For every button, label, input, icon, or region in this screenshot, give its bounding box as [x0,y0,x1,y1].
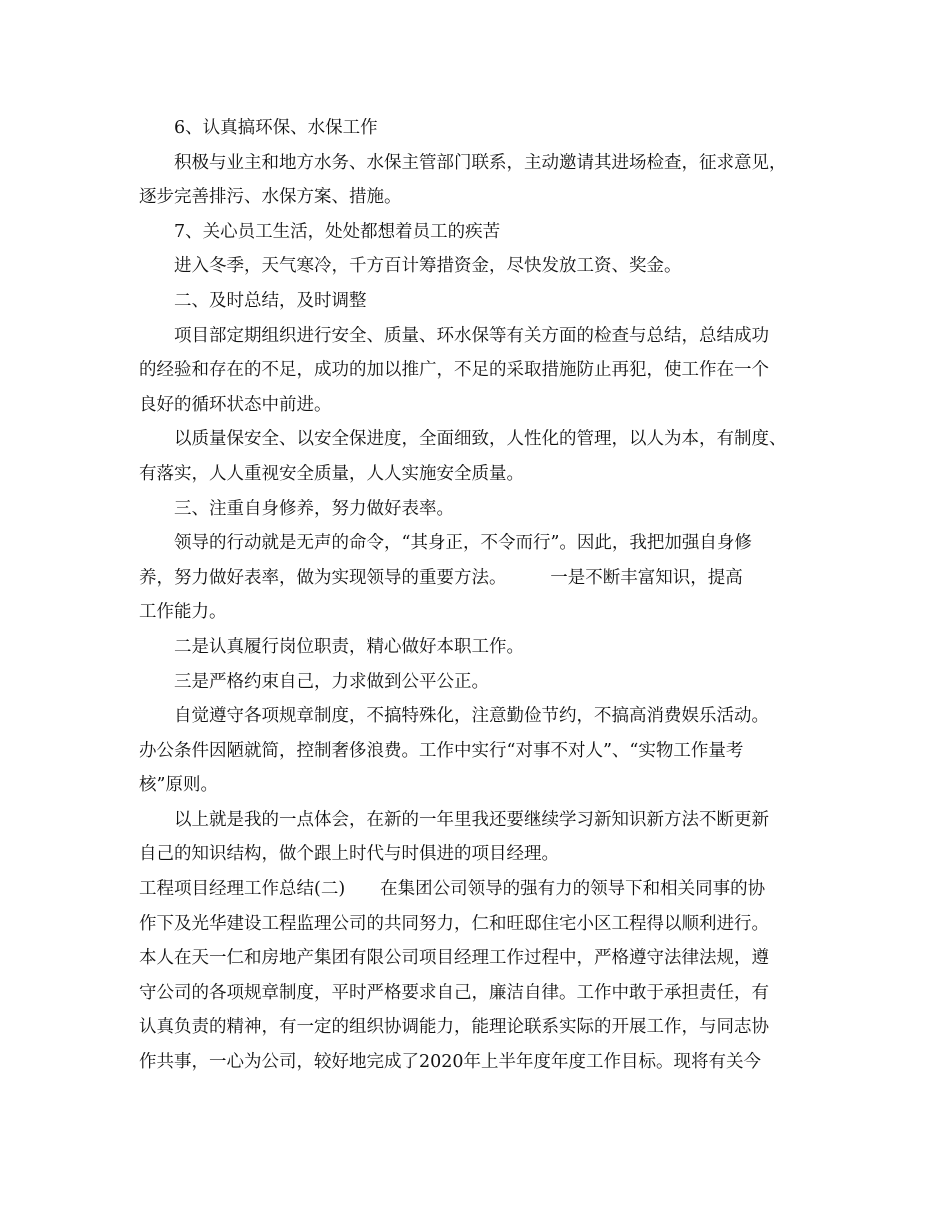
text-line: 二、及时总结，及时调整 [174,290,367,311]
text-line: 7、关心员工生活，处处都想着员工的疾苦 [174,221,501,242]
text-line: 逐步完善排污、水保方案、措施。 [139,187,402,208]
text-line: 自己的知识结构，做个跟上时代与时俱进的项目经理。 [139,844,559,865]
text-line: 6、认真搞环保、水保工作 [174,118,378,138]
text-line: 项目部定期组织进行安全、质量、环水保等有关方面的检查与总结，总结成功 [174,325,769,346]
document-body [139,111,829,1080]
text-line: 良好的循环状态中前进。 [139,394,332,415]
text-line: 作下及光华建设工程监理公司的共同努力，仁和旺邸住宅小区工程得以顺利进行。 [139,913,769,934]
text-line: 认真负责的精神，有一定的组织协调能力，能理论联系实际的开展工作，与同志协 [139,1017,769,1038]
text-line: 办公条件因陋就简，控制奢侈浪费。工作中实行“对事不对人”、“实物工作量考 [139,740,744,761]
text-line: 作共事，一心为公司，较好地完成了2020年上半年度年度工作目标。现将有关今 [139,1052,762,1073]
text-line: 工作能力。 [139,602,227,623]
text-line: 核”原则。 [139,775,218,796]
text-line: 的经验和存在的不足，成功的加以推广，不足的采取措施防止再犯，使工作在一个 [139,360,769,381]
text-line: 三是严格约束自己，力求做到公平公正。 [174,671,489,692]
text-line: 以上就是我的一点体会，在新的一年里我还要继续学习新知识新方法不断更新 [174,809,769,830]
text-line: 进入冬季，天气寒冷，千方百计筹措资金，尽快发放工资、奖金。 [174,256,682,277]
text-line: 工程项目经理工作总结(二) 在集团公司领导的强有力的领导下和相关同事的协 [139,879,766,900]
text-line: 养，努力做好表率，做为实现领导的重要方法。 一是不断丰富知识，提高 [139,567,743,588]
text-line: 有落实，人人重视安全质量，人人实施安全质量。 [139,463,524,484]
text-line: 本人在天一仁和房地产集团有限公司项目经理工作过程中，严格遵守法律法规，遵 [139,948,769,969]
text-line: 以质量保安全、以安全保进度，全面细致，人性化的管理，以人为本，有制度、 [174,429,787,450]
text-line: 三、注重自身修养，努力做好表率。 [174,498,454,519]
text-line: 守公司的各项规章制度，平时严格要求自己，廉洁自律。工作中敢于承担责任，有 [139,982,769,1003]
text-line: 积极与业主和地方水务、水保主管部门联系，主动邀请其进场检查，征求意见， [174,152,787,173]
text-line: 自觉遵守各项规章制度，不搞特殊化，注意勤俭节约，不搞高消费娱乐活动。 [174,706,769,727]
text-line: 二是认真履行岗位职责，精心做好本职工作。 [174,636,524,657]
text-line: 领导的行动就是无声的命令，“其身正，不令而行”。因此，我把加强自身修 [174,533,752,554]
